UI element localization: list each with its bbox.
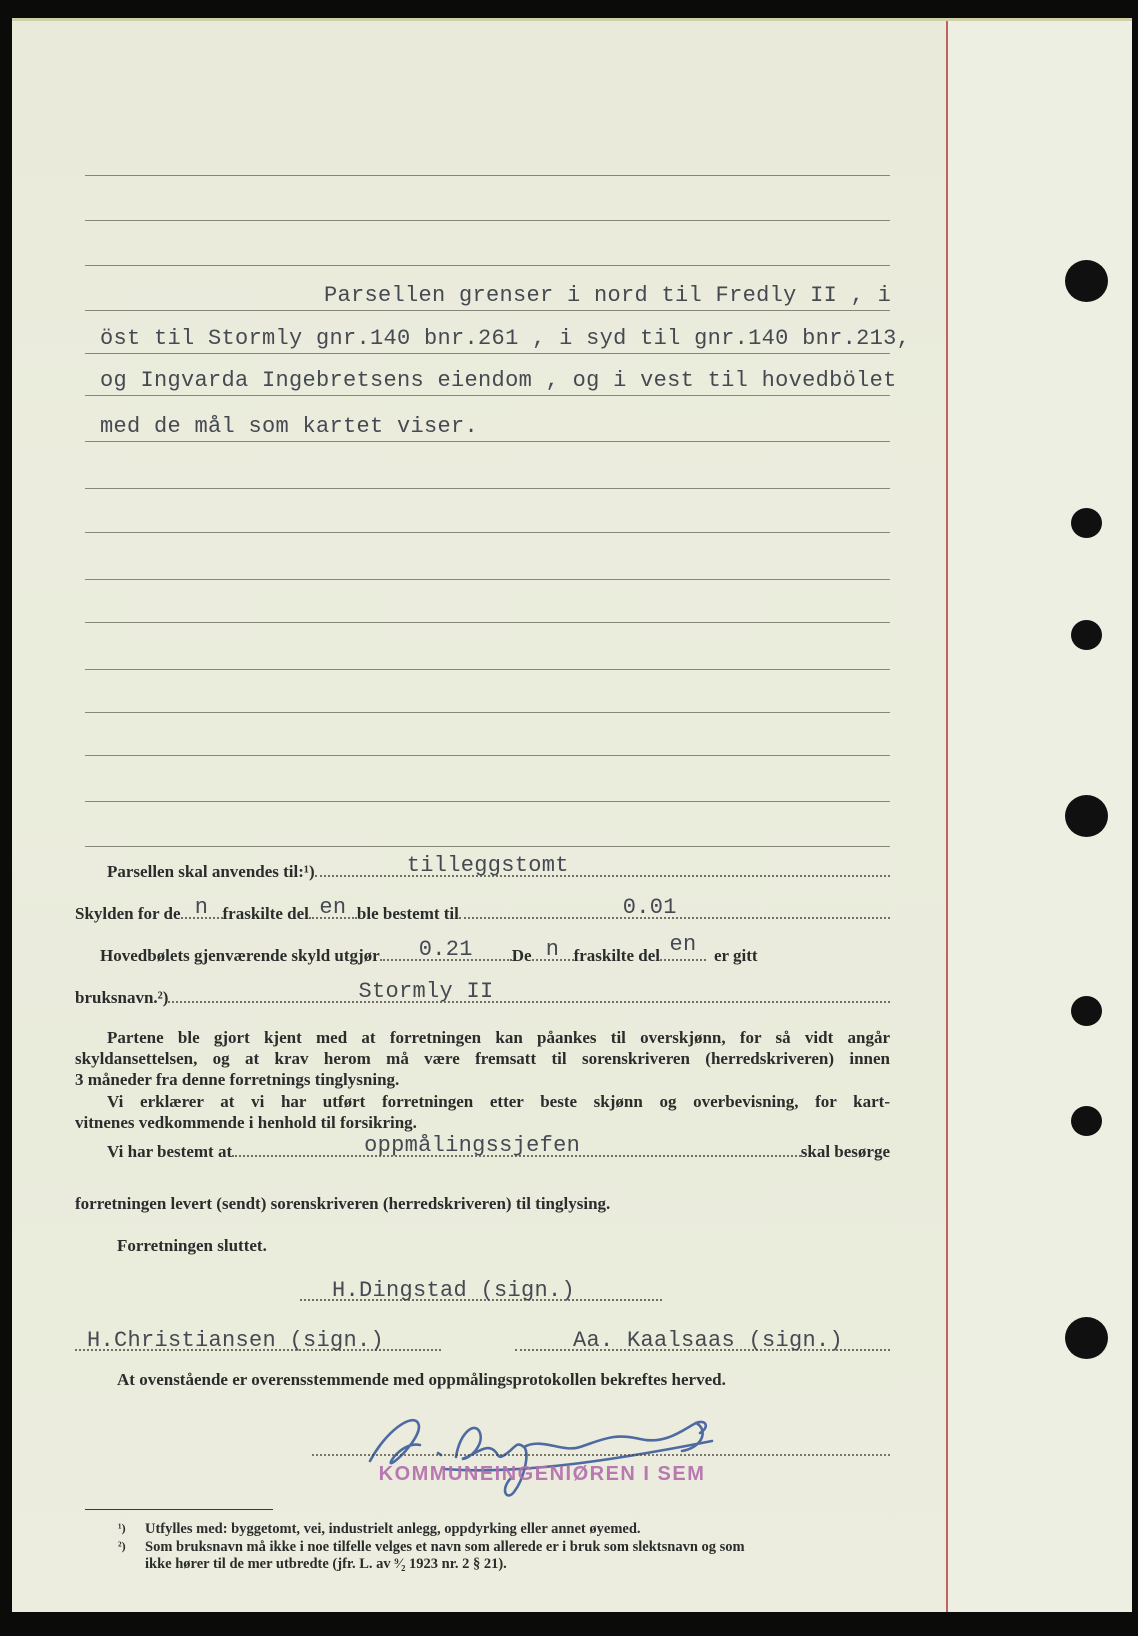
punch-hole <box>1071 620 1102 650</box>
ruled-line <box>85 441 890 442</box>
signature-dotted-line <box>312 1454 890 1456</box>
signature-line-kaalsaas <box>515 1321 890 1351</box>
paragraph-appeal-line-1: Partene ble gjort kjent med at forretningen kan påankes til overskjønn, for så vidt angår <box>107 1028 890 1047</box>
scan-border-top <box>0 0 1138 18</box>
signature-typed-kaalsaas: Aa. Kaalsaas (sign.) <box>573 1328 844 1353</box>
field-hovedbolets-label-4: er gitt <box>713 946 758 966</box>
field-skylden-fill-1: n <box>194 895 209 921</box>
scan-border-left <box>0 0 12 1636</box>
field-skylden-fill-2: en <box>319 895 347 921</box>
field-hovedbolets-blank-1 <box>380 937 512 963</box>
field-bestemt-label-1: Vi har bestemt at <box>107 1142 233 1162</box>
kommuneingenioren-stamp: KOMMUNEINGENIØREN I SEM <box>378 1463 706 1485</box>
field-bestemt <box>107 1133 890 1162</box>
footnote-separator <box>85 1509 273 1510</box>
ruled-line <box>85 622 890 623</box>
line-sluttet: Forretningen sluttet. <box>117 1236 267 1255</box>
field-hovedbolets-blank-3 <box>660 932 706 961</box>
ruled-line <box>85 310 890 311</box>
ruled-line <box>85 669 890 670</box>
field-skylden-blank-3 <box>459 895 890 921</box>
typed-boundary-line-1: Parsellen grenser i nord til Fredly II , i <box>324 283 892 308</box>
punch-hole <box>1065 795 1108 837</box>
ruled-line <box>85 801 890 802</box>
footnote-2-text-line-1: Som bruksnavn må ikke i noe tilfelle velges et navn som allerede er i bruk som slektsnavn og som <box>145 1539 745 1555</box>
footnote-1-text: Utfylles med: byggetomt, vei, industrielt anlegg, oppdyrking eller annet øyemed. <box>145 1521 641 1537</box>
field-skylden-label-3: ble bestemt til <box>356 904 459 924</box>
ruled-line <box>85 712 890 713</box>
field-hovedbolets-fill-1: n <box>545 937 560 963</box>
field-anvendes-blank <box>315 853 890 879</box>
line-confirm: At ovenstående er overensstemmende med oppmålingsprotokollen bekreftes herved. <box>117 1370 726 1389</box>
field-hovedbolets-value: 0.21 <box>418 937 473 963</box>
footnote-2-text-line-2: ikke hører til de mer utbredte (jfr. L. av ⁹⁄₂ 1923 nr. 2 § 21). <box>145 1556 507 1572</box>
footnote-1-marker: ¹) <box>118 1521 126 1535</box>
typed-boundary-line-2: öst til Stormly gnr.140 bnr.261 , i syd til gnr.140 bnr.213, <box>100 326 911 351</box>
ruled-line <box>85 846 890 847</box>
field-skylden-blank-1 <box>181 895 223 921</box>
paragraph-declare-line-2: vitnenes vedkommende i henhold til forsikring. <box>75 1113 417 1132</box>
ruled-line <box>85 755 890 756</box>
field-bruksnavn-value: Stormly II <box>358 979 494 1005</box>
ruled-line <box>85 175 890 176</box>
field-bruksnavn <box>75 979 890 1008</box>
register-page <box>12 18 1132 1615</box>
field-bruksnavn-label: bruksnavn.²) <box>75 988 169 1008</box>
field-bruksnavn-blank <box>168 979 890 1005</box>
field-anvendes <box>107 853 890 882</box>
field-skylden-label-2: fraskilte del <box>222 904 309 924</box>
field-skylden <box>75 895 890 924</box>
field-bestemt-label-2: skal besørge <box>800 1142 890 1162</box>
punch-hole <box>1065 260 1108 302</box>
field-anvendes-value: tilleggstomt <box>406 853 569 879</box>
field-skylden-value: 0.01 <box>622 895 677 921</box>
red-margin-line <box>946 21 948 1615</box>
field-hovedbolets-blank-2 <box>532 937 574 963</box>
ruled-line <box>85 353 890 354</box>
ruled-line <box>85 395 890 396</box>
footnote-2-marker: ²) <box>118 1539 126 1553</box>
paragraph-declare-line-1: Vi erklærer at vi har utført forretningen etter beste skjønn og overbevisning, for kart- <box>107 1092 890 1111</box>
signature-typed-christiansen: H.Christiansen (sign.) <box>87 1328 385 1353</box>
field-hovedbolets-label-2: De <box>511 946 532 966</box>
field-bestemt-value: oppmålingssjefen <box>364 1133 581 1159</box>
line-levert: forretningen levert (sendt) sorenskriveren (herredskriveren) til tinglysing. <box>75 1194 611 1213</box>
typed-boundary-line-3: og Ingvarda Ingebretsens eiendom , og i vest til hovedbölet <box>100 368 897 393</box>
field-bestemt-blank <box>232 1133 801 1159</box>
ruled-line <box>85 220 890 221</box>
signature-line-dingstad <box>300 1271 662 1301</box>
punch-hole <box>1071 1106 1102 1136</box>
paragraph-appeal-line-2: skyldansettelsen, og at krav herom må være fremsatt til sorenskriveren (herredskriveren) innen <box>75 1049 890 1068</box>
field-skylden-blank-2 <box>309 895 357 921</box>
field-skylden-label-1: Skylden for de <box>75 904 181 924</box>
ruled-line <box>85 532 890 533</box>
punch-hole <box>1071 996 1102 1026</box>
field-hovedbolets <box>100 932 890 966</box>
field-hovedbolets-label-3: fraskilte del <box>573 946 660 966</box>
scan-border-right <box>1132 0 1138 1636</box>
punch-hole <box>1071 508 1102 538</box>
ruled-line <box>85 579 890 580</box>
ruled-line <box>85 488 890 489</box>
scan-border-bottom <box>0 1612 1138 1636</box>
field-hovedbolets-fill-2: en <box>669 932 697 958</box>
ruled-line <box>85 265 890 266</box>
signature-line-christiansen <box>75 1321 441 1351</box>
paragraph-appeal-line-3: 3 måneder fra denne forretnings tinglysning. <box>75 1070 400 1089</box>
punch-hole <box>1065 1317 1108 1359</box>
typed-boundary-line-4: med de mål som kartet viser. <box>100 414 479 439</box>
field-anvendes-label: Parsellen skal anvendes til:¹) <box>107 862 315 882</box>
field-hovedbolets-label-1: Hovedbølets gjenværende skyld utgjør <box>100 946 380 966</box>
signature-typed-dingstad: H.Dingstad (sign.) <box>332 1278 576 1303</box>
